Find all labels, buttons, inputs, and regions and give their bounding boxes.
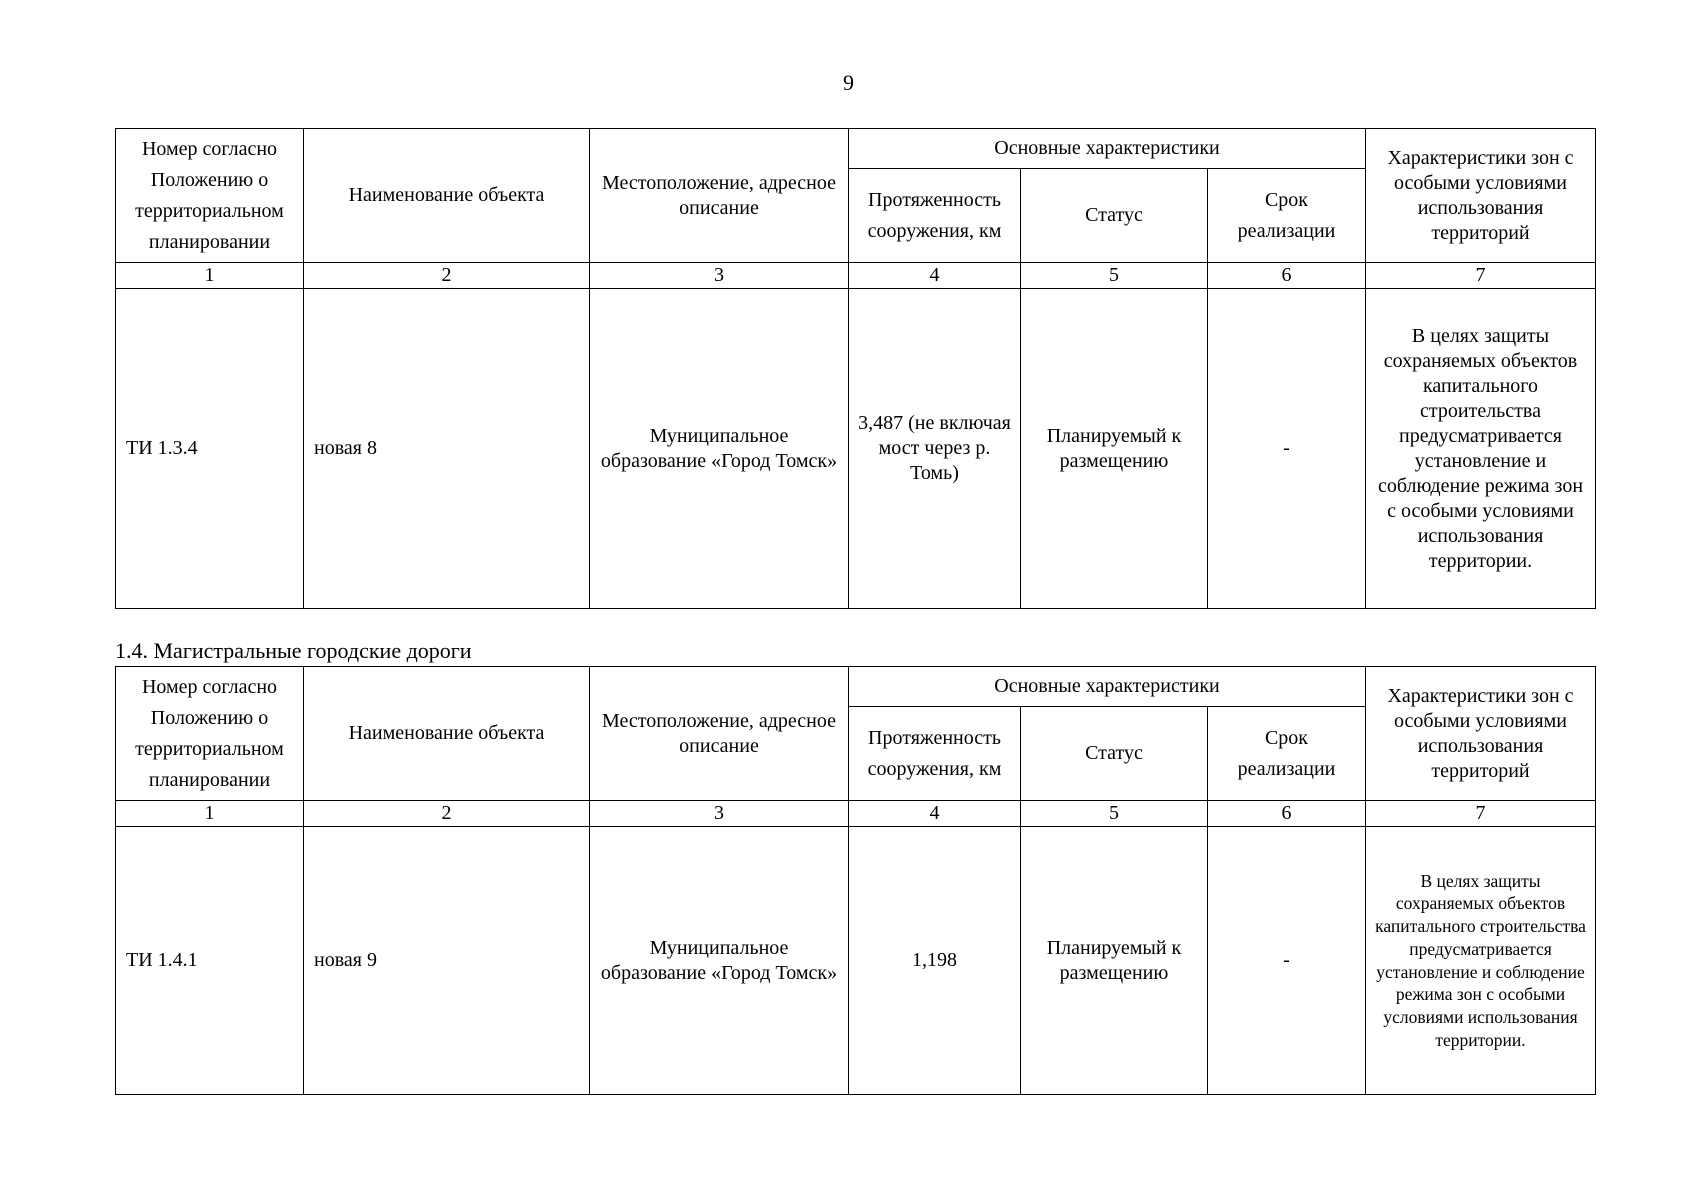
section-title: 1.4. Магистральные городские дороги	[115, 638, 472, 663]
column-number: 1	[116, 801, 304, 827]
cell-zones: В целях защиты сохраняемых объектов капитального строительства предусматривается установление и соблюдение режима зон с особыми условиями использования территории.	[1366, 827, 1596, 1095]
header-term: Срок реализации	[1208, 707, 1366, 801]
column-number: 6	[1208, 801, 1366, 827]
column-number: 7	[1366, 801, 1596, 827]
header-length: Протяженность сооружения, км	[849, 169, 1021, 263]
cell-name: новая 9	[304, 827, 590, 1095]
cell-location: Муниципальное образование «Город Томск»	[590, 827, 849, 1095]
header-location: Местоположение, адресное описание	[590, 129, 849, 263]
header-zones: Характеристики зон с особыми условиями использования территорий	[1366, 667, 1596, 801]
table-objects-1-3	[115, 128, 1596, 609]
column-number: 5	[1021, 263, 1208, 289]
column-number: 6	[1208, 263, 1366, 289]
column-numbers-row	[116, 263, 1596, 289]
header-number: Номер согласно Положению о территориальном планировании	[116, 667, 304, 801]
column-number: 7	[1366, 263, 1596, 289]
cell-id: ТИ 1.3.4	[116, 289, 304, 609]
cell-term: -	[1208, 827, 1366, 1095]
column-number: 3	[590, 801, 849, 827]
cell-length: 1,198	[849, 827, 1021, 1095]
header-name: Наименование объекта	[304, 129, 590, 263]
cell-length: 3,487 (не включая мост через р. Томь)	[849, 289, 1021, 609]
cell-status: Планируемый к размещению	[1021, 827, 1208, 1095]
header-number: Номер согласно Положению о территориальном планировании	[116, 129, 304, 263]
cell-zones: В целях защиты сохраняемых объектов капитального строительства предусматривается установление и соблюдение режима зон с особыми условиями использования территории.	[1366, 289, 1596, 609]
header-location: Местоположение, адресное описание	[590, 667, 849, 801]
cell-id: ТИ 1.4.1	[116, 827, 304, 1095]
header-status: Статус	[1021, 169, 1208, 263]
table-objects-1-4	[115, 666, 1596, 1095]
column-number: 1	[116, 263, 304, 289]
column-number: 4	[849, 801, 1021, 827]
column-number: 2	[304, 263, 590, 289]
header-status: Статус	[1021, 707, 1208, 801]
column-number: 2	[304, 801, 590, 827]
cell-name: новая 8	[304, 289, 590, 609]
header-main-characteristics: Основные характеристики	[849, 667, 1366, 707]
page-number: 9	[843, 70, 854, 95]
header-term: Срок реализации	[1208, 169, 1366, 263]
header-zones: Характеристики зон с особыми условиями использования территорий	[1366, 129, 1596, 263]
column-number: 3	[590, 263, 849, 289]
cell-location: Муниципальное образование «Город Томск»	[590, 289, 849, 609]
header-length: Протяженность сооружения, км	[849, 707, 1021, 801]
column-numbers-row	[116, 801, 1596, 827]
cell-term: -	[1208, 289, 1366, 609]
column-number: 5	[1021, 801, 1208, 827]
table-row	[116, 289, 1596, 609]
header-main-characteristics: Основные характеристики	[849, 129, 1366, 169]
table-row	[116, 827, 1596, 1095]
column-number: 4	[849, 263, 1021, 289]
header-name: Наименование объекта	[304, 667, 590, 801]
cell-status: Планируемый к размещению	[1021, 289, 1208, 609]
